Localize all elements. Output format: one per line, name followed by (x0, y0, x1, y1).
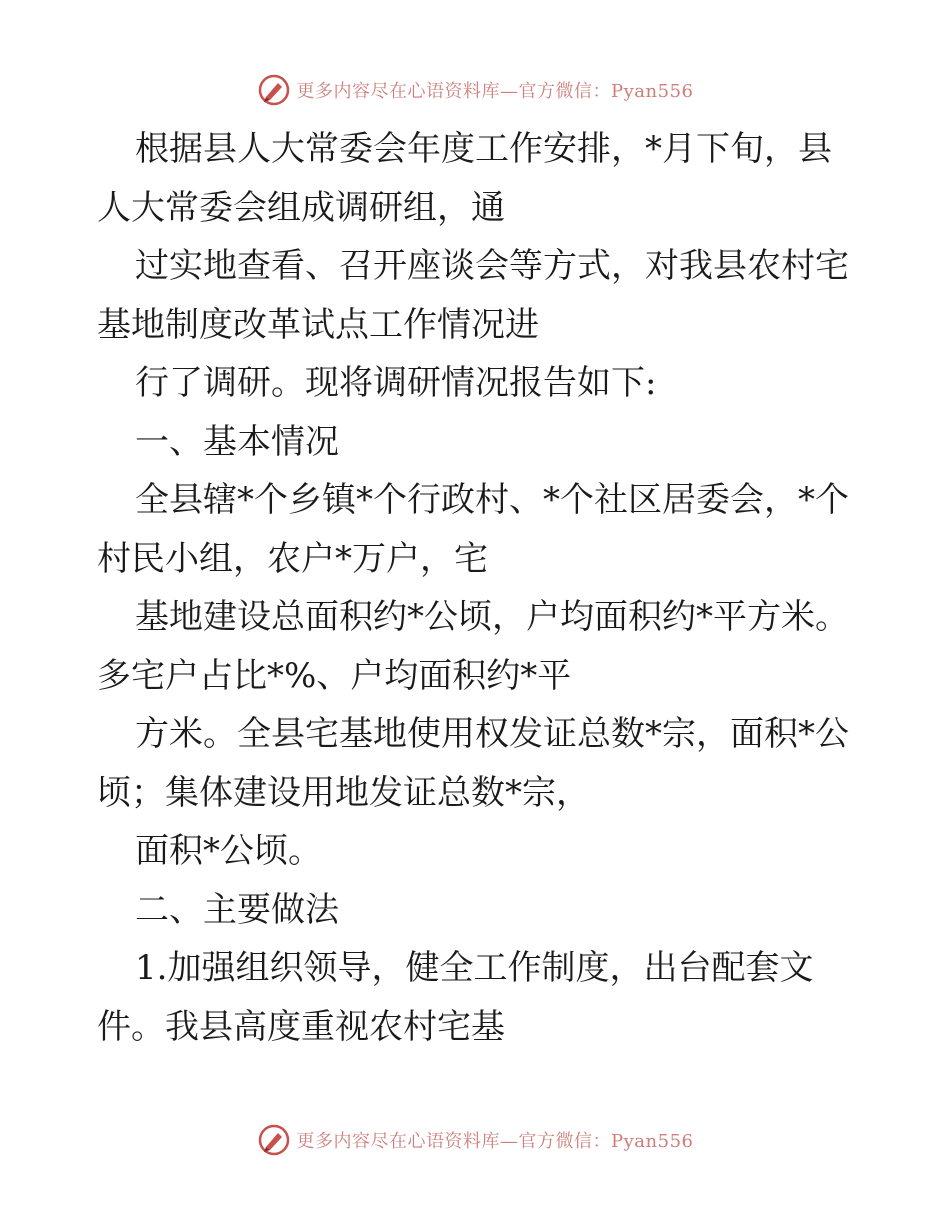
section-heading: 一、基本情况 (135, 421, 339, 462)
document-body (97, 120, 857, 1056)
text-line: 行了调研。现将调研情况报告如下: (135, 363, 657, 403)
text-line: 全县辖*个乡镇*个行政村、*个社区居委会，*个 (135, 480, 849, 520)
text-line: 人大常委会组成调研组，通 (97, 187, 505, 228)
header-watermark (0, 72, 950, 108)
text-line: 基地制度改革试点工作情况进 (97, 304, 539, 345)
text-line: 根据县人大常委会年度工作安排，*月下旬，县 (135, 129, 832, 169)
text-line: 基地建设总面积约*公顷，户均面积约*平方米。 (135, 597, 849, 637)
text-line: 顷；集体建设用地发证总数*宗， (97, 772, 590, 813)
section-heading: 二、主要做法 (135, 889, 339, 930)
text-line: 件。我县高度重视农村宅基 (97, 1006, 505, 1047)
pen-logo-icon (257, 73, 291, 107)
pen-logo-icon (257, 1123, 291, 1157)
text-line: 1.加强组织领导，健全工作制度，出台配套文 (135, 948, 814, 988)
watermark-text: 更多内容尽在心语资料库—官方微信：Pyan556 (296, 81, 694, 102)
footer-watermark (0, 1122, 950, 1158)
text-line: 过实地查看、召开座谈会等方式，对我县农村宅 (135, 246, 849, 286)
text-line: 村民小组，农户*万户，宅 (97, 538, 488, 579)
text-line: 方米。全县宅基地使用权发证总数*宗，面积*公 (135, 714, 849, 754)
text-line: 多宅户占比*%、户均面积约*平 (97, 655, 572, 696)
watermark-text: 更多内容尽在心语资料库—官方微信：Pyan556 (296, 1131, 694, 1152)
text-line: 面积*公顷。 (135, 831, 322, 871)
